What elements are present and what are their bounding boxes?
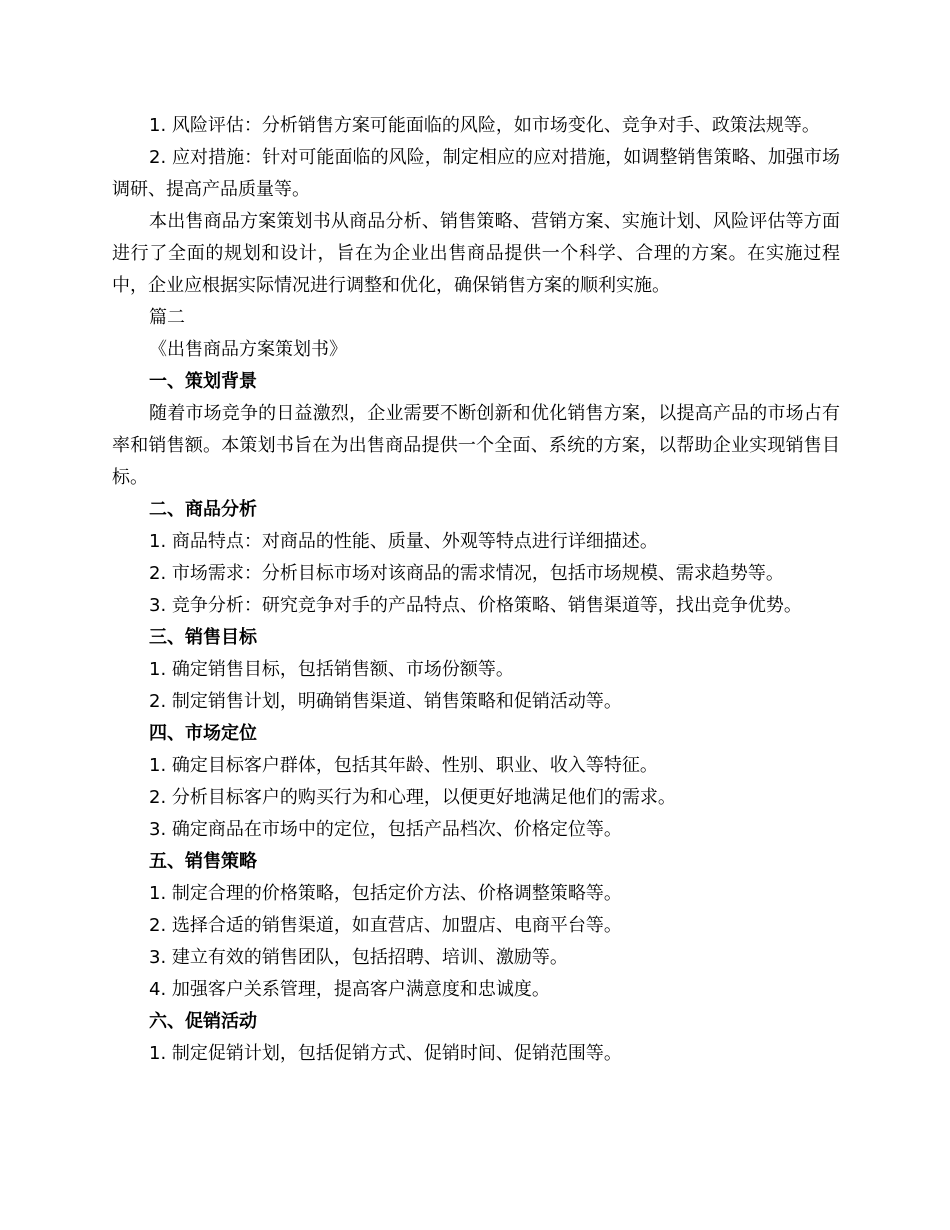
paragraph-countermeasures: 2. 应对措施：针对可能面临的风险，制定相应的应对措施，如调整销售策略、加强市场调研、提高产品质量等。	[112, 147, 840, 200]
list-item-competition: 3. 竞争分析：研究竞争对手的产品特点、价格策略、销售渠道等，找出竞争优势。	[149, 595, 802, 616]
list-item-sales-team: 3. 建立有效的销售团队，包括招聘、培训、激励等。	[149, 947, 568, 968]
heading-promotions: 六、促销活动	[149, 1011, 257, 1032]
list-item-product-features: 1. 商品特点：对商品的性能、质量、外观等特点进行详细描述。	[149, 531, 658, 552]
list-item-set-goals: 1. 确定销售目标，包括销售额、市场份额等。	[149, 659, 514, 680]
document-title: 《出售商品方案策划书》	[149, 339, 347, 360]
heading-sales-strategy: 五、销售策略	[149, 851, 257, 872]
paragraph-summary: 本出售商品方案策划书从商品分析、销售策略、营销方案、实施计划、风险评估等方面进行了全面的规划和设计，旨在为企业出售商品提供一个科学、合理的方案。在实施过程中，企业应根据实际情况进行调整和优化，确保销售方案的顺利实施。	[112, 211, 840, 296]
section-label-part-two: 篇二	[149, 307, 185, 328]
list-item-sales-plan: 2. 制定销售计划，明确销售渠道、销售策略和促销活动等。	[149, 691, 622, 712]
document-page	[112, 110, 840, 1070]
heading-sales-goals: 三、销售目标	[149, 627, 257, 648]
list-item-crm: 4. 加强客户关系管理，提高客户满意度和忠诚度。	[149, 979, 550, 1000]
list-item-channels: 2. 选择合适的销售渠道，如直营店、加盟店、电商平台等。	[149, 915, 622, 936]
heading-product-analysis: 二、商品分析	[149, 499, 257, 520]
list-item-product-positioning: 3. 确定商品在市场中的定位，包括产品档次、价格定位等。	[149, 819, 622, 840]
paragraph-risk-assessment: 1. 风险评估：分析销售方案可能面临的风险，如市场变化、竞争对手、政策法规等。	[149, 115, 820, 136]
list-item-pricing: 1. 制定合理的价格策略，包括定价方法、价格调整策略等。	[149, 883, 622, 904]
heading-market-positioning: 四、市场定位	[149, 723, 257, 744]
list-item-promotion-plan: 1. 制定促销计划，包括促销方式、促销时间、促销范围等。	[149, 1043, 622, 1064]
list-item-target-customers: 1. 确定目标客户群体，包括其年龄、性别、职业、收入等特征。	[149, 755, 658, 776]
list-item-customer-behavior: 2. 分析目标客户的购买行为和心理，以便更好地满足他们的需求。	[149, 787, 676, 808]
list-item-market-demand: 2. 市场需求：分析目标市场对该商品的需求情况，包括市场规模、需求趋势等。	[149, 563, 784, 584]
paragraph-background: 随着市场竞争的日益激烈，企业需要不断创新和优化销售方案，以提高产品的市场占有率和销售额。本策划书旨在为出售商品提供一个全面、系统的方案，以帮助企业实现销售目标。	[112, 403, 840, 488]
heading-background: 一、策划背景	[149, 371, 257, 392]
